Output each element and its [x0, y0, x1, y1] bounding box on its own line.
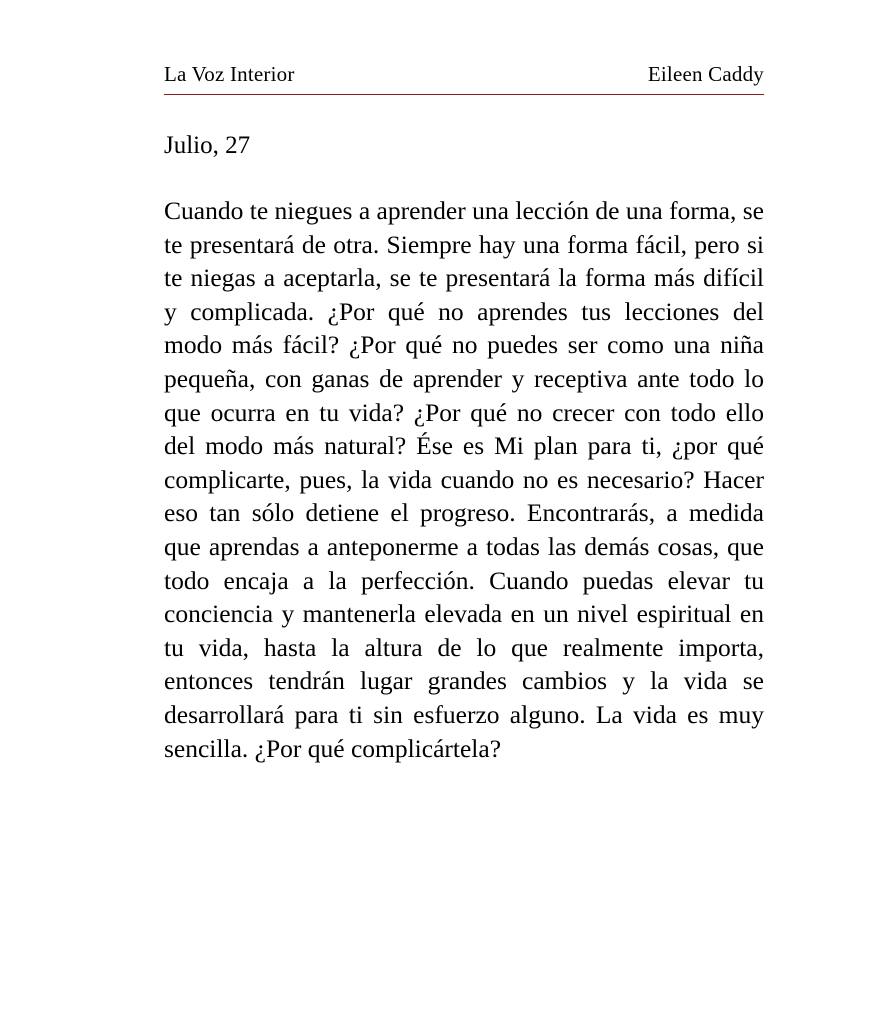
- entry-date: Julio, 27: [164, 132, 251, 159]
- author-name: Eileen Caddy: [647, 62, 764, 86]
- page-header: [164, 62, 764, 95]
- page-content: [164, 62, 764, 765]
- entry-body-text: Cuando te niegues a aprender una lección de una forma, se te presentará de otra. Siempre hay una forma fácil, pero si te niegas a aceptarla, se te presentará la forma más difícil y complicada. ¿Por qué no aprendes tus lecciones del modo más fácil? ¿Por qué no puedes ser como una niña pequeña, con ganas de aprender y receptiva ante todo lo que ocurra en tu vida? ¿Por qué no crecer con todo ello del modo más natural? Ése es Mi plan para ti, ¿por qué complicarte, pues, la vida cuando no es necesario? Hacer eso tan sólo detiene el progreso. Encontrarás, a medida que aprendas a anteponerme a todas las demás cosas, que todo encaja a la perfección. Cuando puedas elevar tu conciencia y mantenerla elevada en un nivel espiritual en tu vida, hasta la altura de lo que realmente importa, entonces tendrán lugar grandes cambios y la vida se desarrollará para ti sin esfuerzo alguno. La vida es muy sencilla. ¿Por qué complicártela?: [164, 196, 764, 763]
- book-title: La Voz Interior: [164, 62, 295, 86]
